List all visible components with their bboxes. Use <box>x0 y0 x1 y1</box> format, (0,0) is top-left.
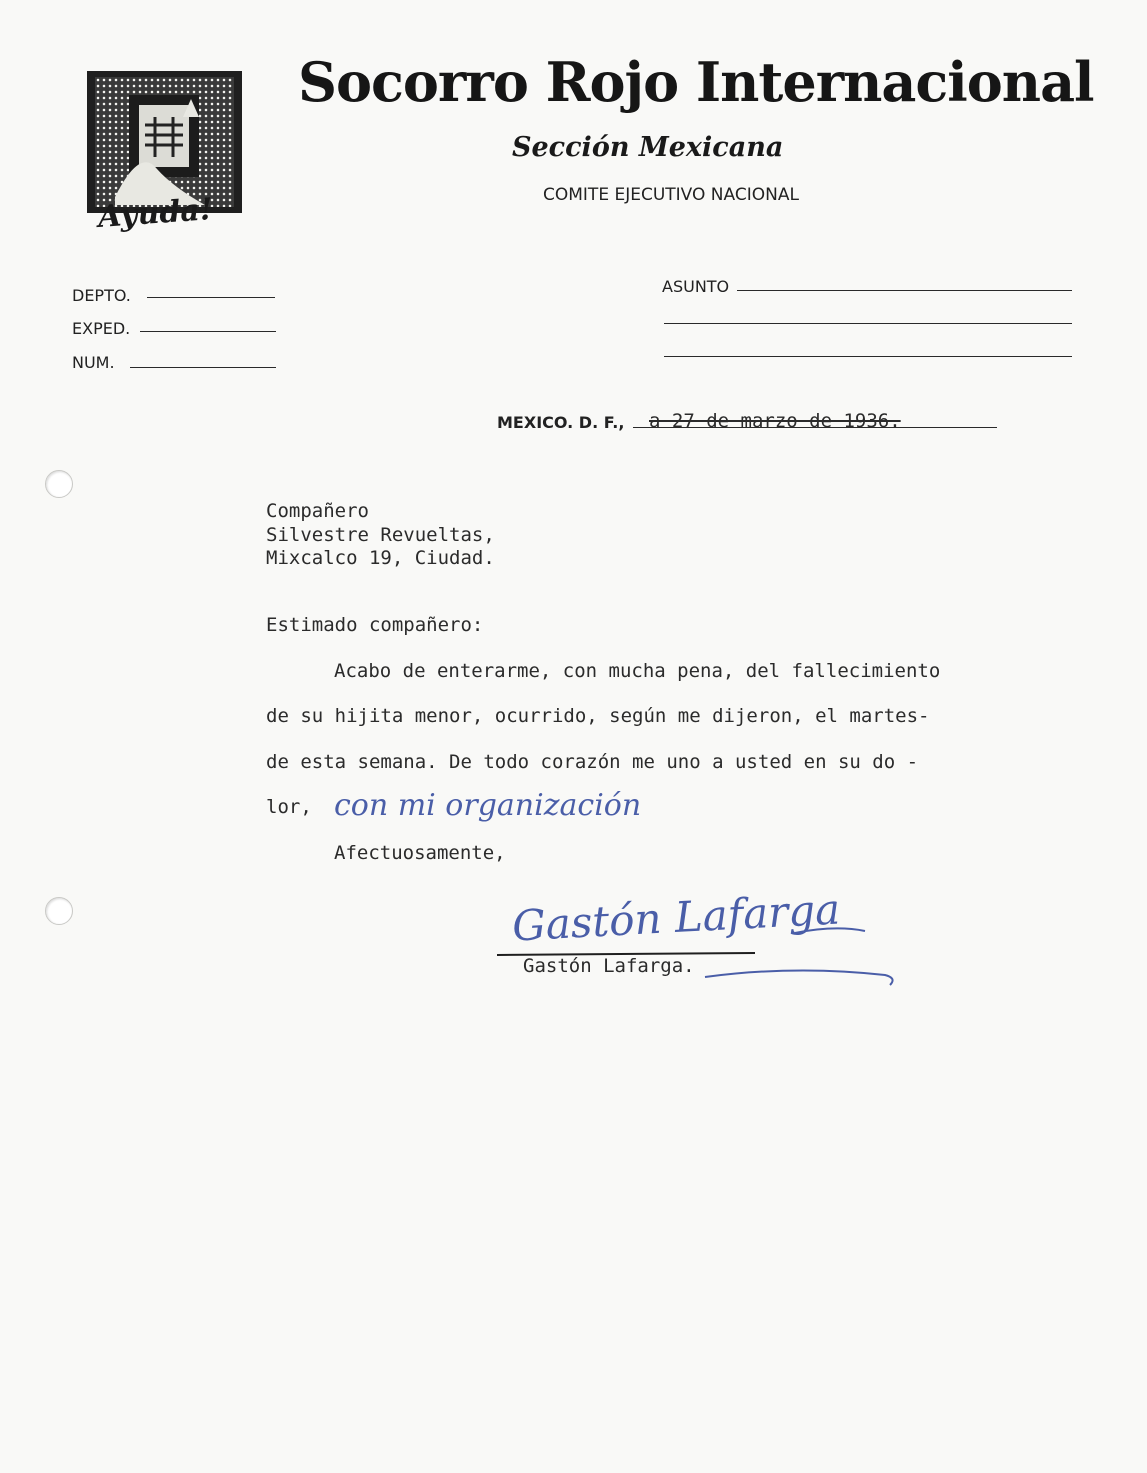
asunto-line-2 <box>664 323 1072 324</box>
logo-script-text: Ayuda! <box>96 192 214 235</box>
exped-label: EXPED. <box>72 319 131 338</box>
closing: Afectuosamente, <box>334 842 506 864</box>
depto-label: DEPTO. <box>72 286 131 305</box>
body-line-2: de su hijita menor, ocurrido, según me dijeron, el martes- <box>266 705 930 727</box>
organization-logo <box>87 71 242 213</box>
body-line-3: de esta semana. De todo corazón me uno a usted en su do - <box>266 751 919 773</box>
organization-title: Socorro Rojo Internacional <box>298 50 1094 114</box>
depto-line <box>147 297 275 298</box>
asunto-line-3 <box>664 356 1072 357</box>
signature-flourish <box>495 895 915 1005</box>
recipient-line-2: Silvestre Revueltas, <box>266 524 495 546</box>
dateline-date: a 27 de marzo de 1936. <box>649 410 901 432</box>
punch-hole-bottom <box>45 897 73 925</box>
handwritten-addition: con mi organización <box>334 788 642 823</box>
logo-illustration <box>95 77 234 207</box>
punch-hole-top <box>45 470 73 498</box>
dateline-place: MEXICO. D. F., <box>497 413 625 432</box>
asunto-line-1 <box>737 290 1072 291</box>
exped-line <box>140 331 276 332</box>
organization-committee: COMITE EJECUTIVO NACIONAL <box>543 185 799 205</box>
body-line-1: Acabo de enterarme, con mucha pena, del fallecimiento <box>334 660 941 682</box>
num-label: NUM. <box>72 353 115 372</box>
recipient-line-1: Compañero <box>266 500 369 522</box>
organization-section: Sección Mexicana <box>512 132 784 163</box>
signature-typed-name: Gastón Lafarga. <box>523 955 695 977</box>
logo-figure-icon <box>95 77 234 207</box>
asunto-label: ASUNTO <box>662 277 730 296</box>
salutation: Estimado compañero: <box>266 614 484 636</box>
recipient-line-3: Mixcalco 19, Ciudad. <box>266 547 495 569</box>
body-line-4: lor, <box>266 796 312 818</box>
num-line <box>130 367 276 368</box>
dateline-rule <box>633 427 997 428</box>
signature-handwritten: Gastón Lafarga <box>510 884 842 951</box>
